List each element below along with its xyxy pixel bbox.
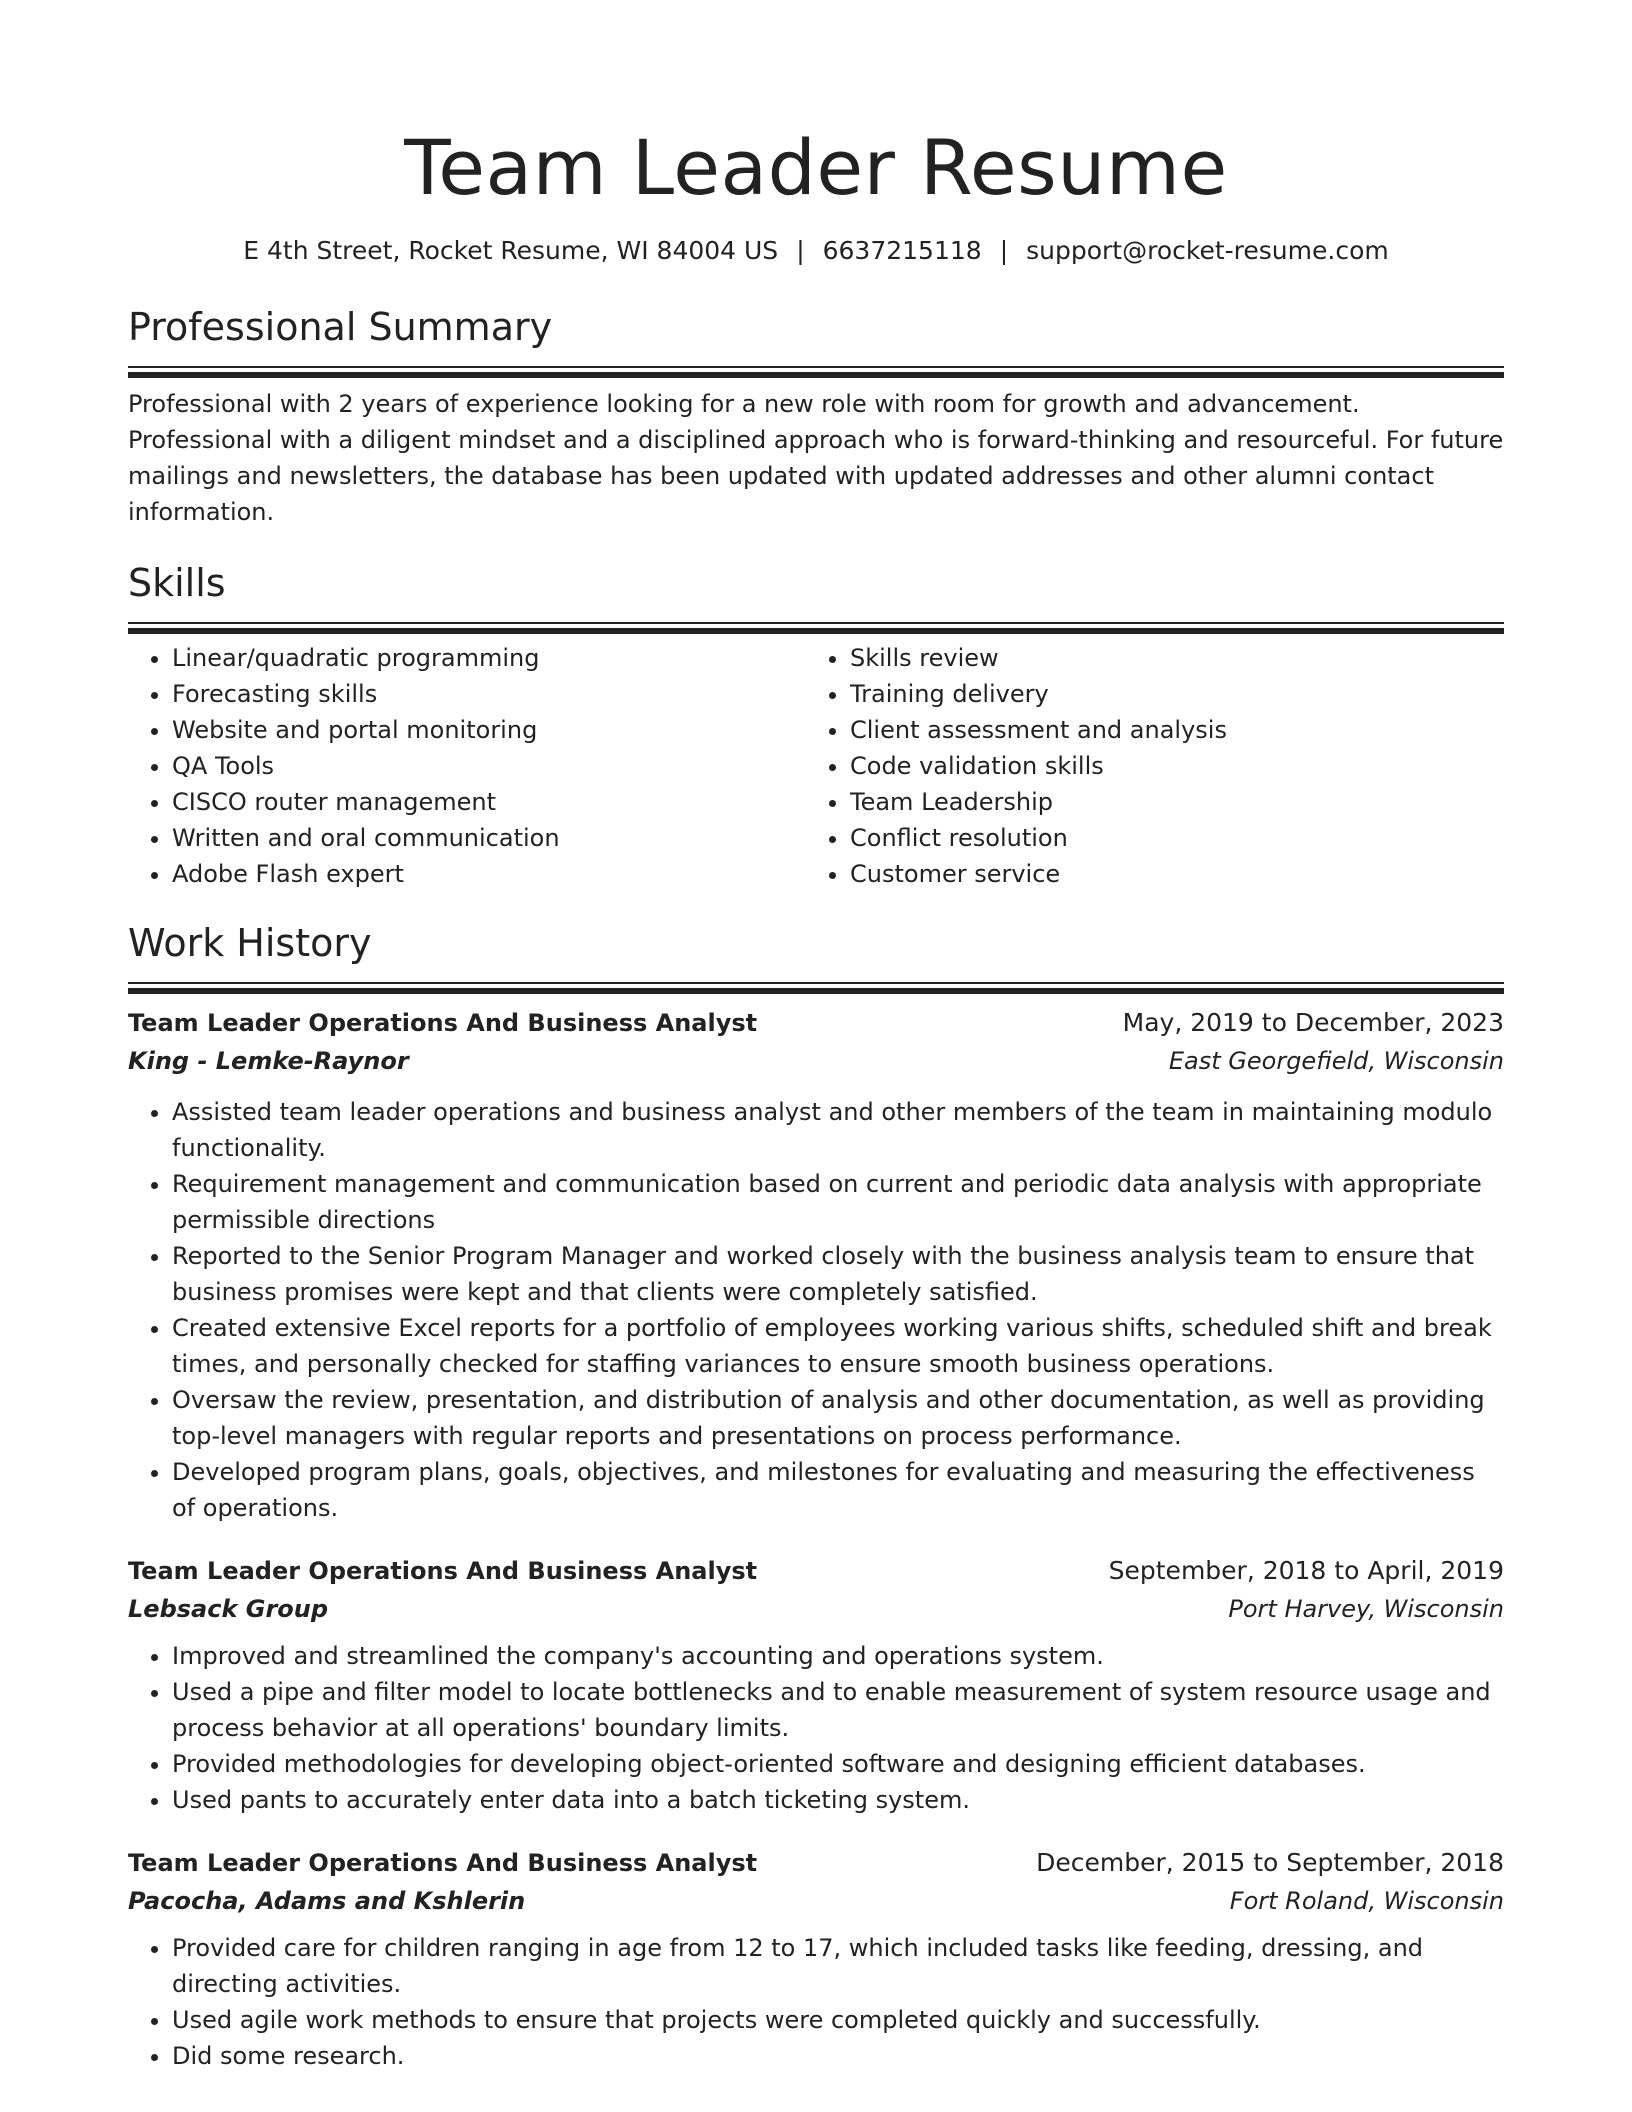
job-company-row: [128, 1042, 1504, 1080]
section-divider: [128, 622, 1504, 628]
skill-item: • Linear/quadratic programming: [172, 640, 806, 676]
skill-item: • Website and portal monitoring: [172, 712, 806, 748]
skills-column-left: [128, 640, 806, 892]
job-location: Port Harvey, Wisconsin: [1228, 1595, 1504, 1623]
job-bullet: • Created extensive Excel reports for a portfolio of employees working various shifts, scheduled shift and break times, and personally checked for staffing variances to ensure smooth business operations.: [172, 1310, 1504, 1382]
job-bullets: [128, 1930, 1504, 2074]
job-title: Team Leader Operations And Business Analyst: [128, 1557, 758, 1585]
job-company: Lebsack Group: [128, 1595, 329, 1623]
resume-title: Team Leader Resume: [404, 123, 1228, 212]
skills-column-right: [806, 640, 1484, 892]
job-bullet: • Reported to the Senior Program Manager and worked closely with the business analysis team to ensure that business promises were kept and that clients were completely satisfied.: [172, 1238, 1504, 1310]
job-header-row: [128, 1552, 1504, 1590]
skill-item: • Code validation skills: [850, 748, 1484, 784]
skill-item: • CISCO router management: [172, 784, 806, 820]
work-section: [128, 918, 1504, 2074]
section-divider: [128, 366, 1504, 372]
job-bullet: • Oversaw the review, presentation, and distribution of analysis and other documentation, as well as providing top-level managers with regular reports and presentations on process performance.: [172, 1382, 1504, 1454]
skill-item: • Training delivery: [850, 676, 1484, 712]
contact-separator: |: [999, 236, 1009, 265]
skill-item: • Client assessment and analysis: [850, 712, 1484, 748]
contact-line: [128, 234, 1504, 268]
job-header-row: [128, 1844, 1504, 1882]
job-company: King - Lemke-Raynor: [128, 1047, 409, 1075]
skill-item: • Conflict resolution: [850, 820, 1484, 856]
skill-item: • Skills review: [850, 640, 1484, 676]
job-bullet: • Provided care for children ranging in age from 12 to 17, which included tasks like feeding, dressing, and directing activities.: [172, 1930, 1504, 2002]
contact-address: E 4th Street, Rocket Resume, WI 84004 US: [243, 236, 779, 265]
resume-page: [128, 0, 1504, 2074]
summary-heading: Professional Summary: [128, 305, 553, 349]
job-bullet: • Developed program plans, goals, objectives, and milestones for evaluating and measuring the effectiveness of operations.: [172, 1454, 1504, 1526]
job-bullet: • Improved and streamlined the company's accounting and operations system.: [172, 1638, 1504, 1674]
skills-list-left: [128, 640, 806, 892]
job-company-row: [128, 1882, 1504, 1920]
summary-section: [128, 302, 1504, 530]
job-entry: [128, 1844, 1504, 2074]
skills-heading: Skills: [128, 561, 226, 605]
job-bullet: • Requirement management and communication based on current and periodic data analysis with appropriate permissible directions: [172, 1166, 1504, 1238]
skill-item: • Forecasting skills: [172, 676, 806, 712]
summary-text: Professional with 2 years of experience looking for a new role with room for growth and advancement. Professional with a diligent mindset and a disciplined approach who is forward-thinking and resourceful. For future mailings and newsletters, the database has been updated with updated addresses and other alumni contact information.: [128, 390, 1504, 526]
job-bullet: • Provided methodologies for developing object-oriented software and designing efficient databases.: [172, 1746, 1504, 1782]
work-heading: Work History: [128, 921, 372, 965]
skill-item: • Adobe Flash expert: [172, 856, 806, 892]
job-location: Fort Roland, Wisconsin: [1229, 1887, 1504, 1915]
job-bullet: • Assisted team leader operations and business analyst and other members of the team in maintaining modulo functionality.: [172, 1094, 1504, 1166]
skill-item: • Written and oral communication: [172, 820, 806, 856]
contact-separator: |: [796, 236, 805, 265]
job-location: East Georgefield, Wisconsin: [1168, 1047, 1504, 1075]
skills-columns: [128, 640, 1504, 892]
contact-phone: 6637215118: [822, 236, 982, 265]
skill-item: • QA Tools: [172, 748, 806, 784]
contact-email: support@rocket-resume.com: [1026, 236, 1389, 265]
job-title: Team Leader Operations And Business Analyst: [128, 1849, 758, 1877]
job-title: Team Leader Operations And Business Analyst: [128, 1009, 758, 1037]
job-bullet: • Used agile work methods to ensure that projects were completed quickly and successfully.: [172, 2002, 1504, 2038]
job-dates: December, 2015 to September, 2018: [1036, 1848, 1504, 1877]
skill-item: • Customer service: [850, 856, 1484, 892]
job-company-row: [128, 1590, 1504, 1628]
job-bullets: [128, 1094, 1504, 1526]
job-entry: [128, 1552, 1504, 1818]
job-bullet: • Used pants to accurately enter data into a batch ticketing system.: [172, 1782, 1504, 1818]
skills-list-right: [806, 640, 1484, 892]
skill-item: • Team Leadership: [850, 784, 1484, 820]
job-bullet: • Did some research.: [172, 2038, 1504, 2074]
section-divider: [128, 982, 1504, 988]
job-dates: September, 2018 to April, 2019: [1108, 1556, 1504, 1585]
skills-section: [128, 558, 1504, 892]
job-bullet: • Used a pipe and filter model to locate bottlenecks and to enable measurement of system resource usage and process behavior at all operations' boundary limits.: [172, 1674, 1504, 1746]
job-header-row: [128, 1004, 1504, 1042]
job-dates: May, 2019 to December, 2023: [1122, 1008, 1504, 1037]
job-entry: [128, 1004, 1504, 1526]
job-bullets: [128, 1638, 1504, 1818]
job-company: Pacocha, Adams and Kshlerin: [128, 1887, 526, 1915]
